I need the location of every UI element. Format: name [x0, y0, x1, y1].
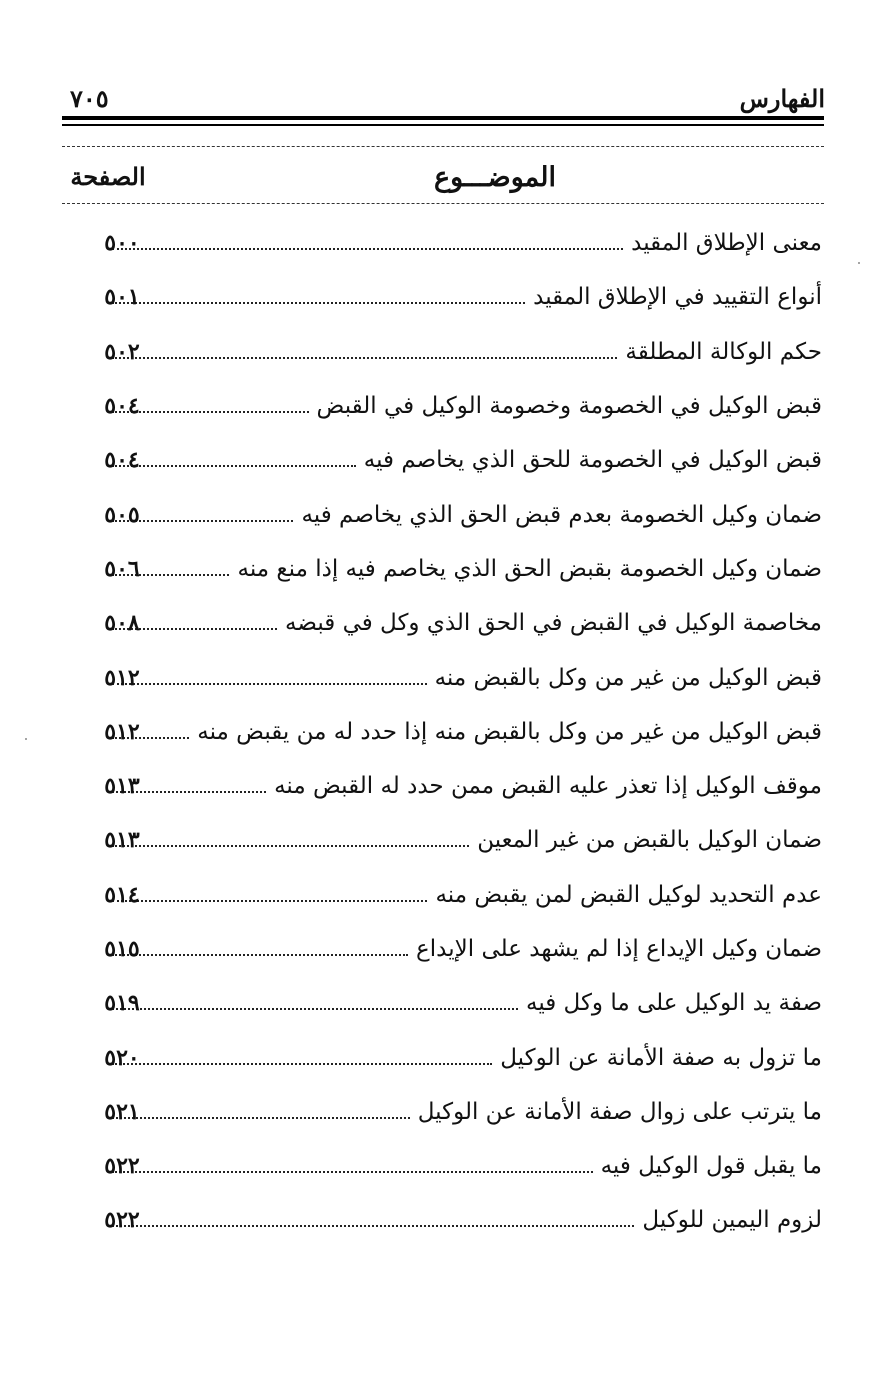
toc-entry [62, 487, 822, 541]
toc-entry-page: ٥١٢ [104, 664, 140, 691]
toc-entry [62, 922, 822, 976]
toc-entry-title: صفة يد الوكيل على ما وكل فيه [525, 990, 822, 1017]
dot-leader [112, 1171, 593, 1173]
dot-leader [112, 302, 525, 304]
toc-entry [62, 542, 822, 596]
toc-entry [62, 433, 822, 487]
toc-entry-title: قبض الوكيل في الخصومة للحق الذي يخاصم فيه [363, 447, 822, 474]
toc-entry-title: أنواع التقييد في الإطلاق المقيد [533, 284, 822, 311]
toc-entry-title: ما يترتب على زوال صفة الأمانة عن الوكيل [417, 1098, 822, 1125]
dot-leader [112, 1008, 518, 1010]
toc-entry [62, 1085, 822, 1139]
toc-entry-title: ضمان الوكيل بالقبض من غير المعين [477, 827, 822, 854]
toc-entry [62, 379, 822, 433]
toc-entry-page: ٥١٥ [104, 936, 140, 962]
toc-entry-title: معنى الإطلاق المقيد [631, 230, 822, 257]
toc-entry [62, 868, 822, 922]
page-column-heading: الصفحة [70, 162, 146, 191]
topic-column-heading: الموضـــوع [433, 162, 556, 193]
toc-entry-page: ٥١٤ [104, 881, 140, 908]
toc-entry [62, 596, 822, 650]
dot-leader [112, 248, 623, 250]
toc-entry-title: قبض الوكيل في الخصومة وخصومة الوكيل في القبض [316, 393, 822, 420]
dot-leader [112, 357, 617, 359]
toc-entry-title: ما يقبل قول الوكيل فيه [600, 1153, 822, 1180]
toc-entry-title: قبض الوكيل من غير من وكل بالقبض منه إذا حدد له من يقبض منه [197, 718, 822, 745]
toc-entry-title: مخاصمة الوكيل في القبض في الحق الذي وكل في قبضه [285, 610, 822, 637]
header-rule-thin [62, 124, 824, 126]
print-speck [858, 262, 860, 264]
toc-entry-title: ضمان وكيل الإيداع إذا لم يشهد على الإيداع [416, 936, 822, 962]
toc-entry [62, 976, 822, 1030]
toc-entry [62, 705, 822, 759]
header-rule-thick [62, 116, 824, 120]
toc-entry [62, 650, 822, 704]
dot-leader [112, 845, 469, 847]
toc-entry-title: ضمان وكيل الخصومة بعدم قبض الحق الذي يخاصم فيه [301, 501, 822, 528]
toc-entry-page: ٥٢٢ [104, 1153, 140, 1180]
toc-entry-title: قبض الوكيل من غير من وكل بالقبض منه [434, 664, 822, 691]
toc-entry-page: ٥٠٦ [104, 555, 140, 582]
toc-entry-page: ٥١٣ [104, 827, 140, 854]
page-number: ٧٠٥ [70, 84, 109, 113]
toc-entry-page: ٥٠٥ [104, 501, 140, 528]
toc-entry-page: ٥٠٤ [104, 393, 140, 420]
toc-entry-page: ٥١٣ [104, 773, 140, 800]
toc-entry-page: ٥٢١ [104, 1098, 140, 1125]
running-title: الفهارس [739, 84, 825, 113]
toc-entry [62, 216, 822, 270]
toc-entry-page: ٥١٩ [104, 990, 140, 1017]
toc-entry-title: حكم الوكالة المطلقة [625, 338, 822, 365]
header-dashed-line [62, 146, 824, 147]
toc-entry-page: ٥٢٠ [104, 1044, 140, 1071]
toc-entry-title: موقف الوكيل إذا تعذر عليه القبض ممن حدد له القبض منه [274, 773, 822, 800]
toc-entry-page: ٥٠٢ [104, 338, 140, 365]
dot-leader [112, 1225, 634, 1227]
toc-entry [62, 1193, 822, 1247]
toc-entry [62, 1139, 822, 1193]
toc-entry-page: ٥٢٢ [104, 1207, 140, 1234]
toc-entry [62, 270, 822, 324]
toc-entry-page: ٥٠١ [104, 284, 140, 311]
toc-entry [62, 325, 822, 379]
toc-entry-title: لزوم اليمين للوكيل [642, 1207, 822, 1234]
print-speck [25, 738, 27, 740]
toc-entry [62, 759, 822, 813]
toc-entry [62, 1030, 822, 1084]
column-heading-dashed-line [62, 203, 824, 204]
toc-entry-page: ٥٠٤ [104, 447, 140, 474]
toc-entry-page: ٥١٢ [104, 718, 140, 745]
toc-entry-page: ٥٠٠ [104, 230, 140, 257]
toc-entry-title: ما تزول به صفة الأمانة عن الوكيل [500, 1044, 822, 1071]
toc-entry-title: عدم التحديد لوكيل القبض لمن يقبض منه [435, 881, 822, 908]
dot-leader [112, 1063, 492, 1065]
toc-entry [62, 813, 822, 867]
toc-entry-page: ٥٠٨ [104, 610, 140, 637]
table-of-contents [62, 216, 822, 1248]
toc-entry-title: ضمان وكيل الخصومة بقبض الحق الذي يخاصم فيه إذا منع منه [237, 555, 822, 582]
